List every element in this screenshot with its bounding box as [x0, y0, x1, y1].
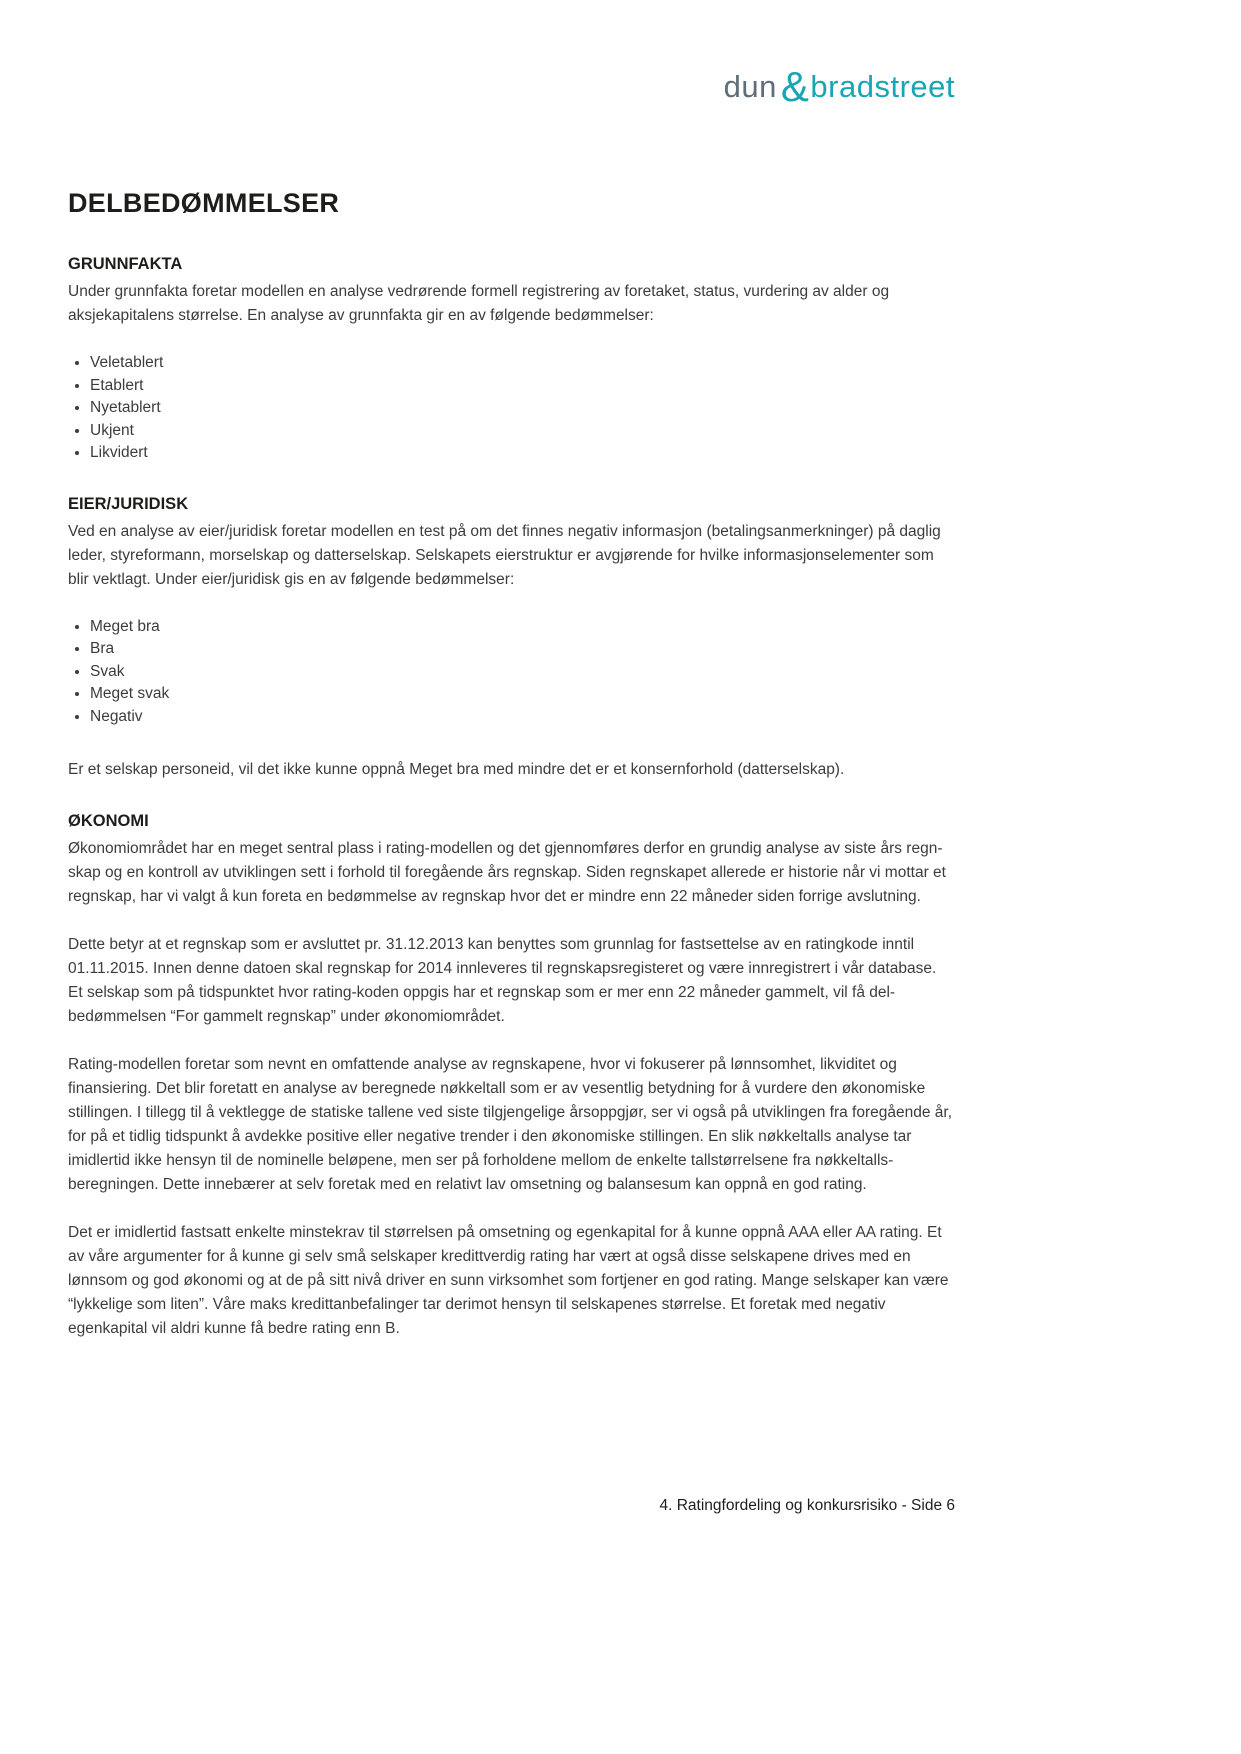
bullet-item: • Veletablert — [90, 352, 955, 375]
header — [68, 63, 955, 110]
logo-text-dun: dun — [723, 69, 777, 104]
logo-text-bradstreet: bradstreet — [810, 69, 955, 104]
footer-text: 4. Ratingfordeling og konkursrisiko - Side 6 — [659, 1497, 955, 1514]
bullet-item: • Bra — [90, 638, 955, 661]
okonomi-paragraph-2: Dette betyr at et regnskap som er avsluttet pr. 31.12.2013 kan benyttes som grunnlag for fastsettelse av en ratingkode inntil 01.11.2015. Innen denne datoen skal regnskap for 2014 innleveres til regnskapsregisteret og være innregistrert i vår database. Et selskap som på tidspunktet hvor rating-koden oppgis har et regnskap som er mer enn 22 måneder gammelt, vil få del- bedømmelsen “For gammelt regnskap” under økonomiområdet. — [68, 936, 937, 1025]
eier-juridisk-bullet-list — [68, 616, 955, 729]
eier-juridisk-note-paragraph: Er et selskap personeid, vil det ikke kunne oppnå Meget bra med mindre det er et konsernforhold (datterselskap). — [68, 761, 845, 778]
bullet-item: • Nyetablert — [90, 397, 955, 420]
bullet-item: • Ukjent — [90, 420, 955, 443]
logo-ampersand-icon: & — [780, 63, 810, 110]
section-eier-juridisk — [68, 495, 955, 783]
eier-juridisk-intro-paragraph: Ved en analyse av eier/juridisk foretar modellen en test på om det finnes negativ informasjon (betalingsanmerkninger) på daglig leder, styreformann, morselskap og datterselskap. Selskapets eierstruktur er avgjørende for hvilke informasjonselementer som blir vektlagt. Under eier/juridisk gis en av følgende bedømmelser: — [68, 522, 941, 588]
grunnfakta-intro-paragraph: Under grunnfakta foretar modellen en analyse vedrørende formell registrering av foretaket, status, vurdering av alder og aksjekapitalens størrelse. En analyse av grunnfakta gir en av følgende bedømmelser: — [68, 283, 890, 324]
section-okonomi — [68, 812, 955, 1341]
page-footer — [68, 1497, 955, 1515]
page-title: DELBEDØMMELSER — [68, 188, 340, 218]
bullet-item: • Meget svak — [90, 683, 955, 706]
bullet-item: • Likvidert — [90, 442, 955, 465]
dun-bradstreet-logo — [723, 63, 955, 110]
section-heading-eier-juridisk: EIER/JURIDISK — [68, 494, 189, 513]
okonomi-paragraph-4: Det er imidlertid fastsatt enkelte minstekrav til størrelsen på omsetning og egenkapital for å kunne oppnå AAA eller AA rating. Et av våre argumenter for å kunne gi selv små selskaper kredittverdig rating har vært at også disse selskapene drives med en lønnsom og god økonomi og at de på sitt nivå driver en sunn virksomhet som fortjener en god rating. Mange selskaper kan være “lykkelige som liten”. Våre maks kredittanbefalinger tar derimot hensyn til selskapenes størrelse. Et foretak med negativ egenkapital vil aldri kunne få bedre rating enn B. — [68, 1224, 949, 1337]
section-grunnfakta — [68, 255, 955, 465]
grunnfakta-bullet-list — [68, 352, 955, 465]
section-heading-grunnfakta: GRUNNFAKTA — [68, 255, 183, 273]
bullet-item: • Negativ — [90, 706, 955, 729]
bullet-item: • Svak — [90, 661, 955, 684]
section-heading-okonomi: ØKONOMI — [68, 812, 149, 830]
bullet-item: • Etablert — [90, 375, 955, 398]
bullet-item: • Meget bra — [90, 616, 955, 639]
okonomi-paragraph-1: Økonomiområdet har en meget sentral plass i rating-modellen og det gjennomføres derfor en grundig analyse av siste års regn- skap og en kontroll av utviklingen sett i forhold til foregående års regnskap. Siden regnskapet allerede er historie når vi mottar et regnskap, har vi valgt å kun foreta en bedømmelse av regnskap hvor det er mindre enn 22 måneder siden forrige avslutning. — [68, 840, 946, 905]
okonomi-paragraph-3: Rating-modellen foretar som nevnt en omfattende analyse av regnskapene, hvor vi fokuserer på lønnsomhet, likviditet og finansiering. Det blir foretatt en analyse av beregnede nøkkeltall som er av vesentlig betydning for å vurdere den økonomiske stillingen. I tillegg til å vektlegge de statiske tallene ved siste tilgjengelige årsoppgjør, ser vi også på utviklingen fra foregående år, for på et tidlig tidspunkt å avdekke positive eller negative trender i den økonomiske stillingen. En slik nøkkeltalls analyse tar imidlertid ikke hensyn til de nominelle beløpene, men ser på forholdene mellom de enkelte tallstørrelsene fra nøkkeltalls- beregningen. Dette innebærer at selv foretak med en relativt lav omsetning og balansesum kan oppnå en god rating. — [68, 1056, 953, 1193]
document-content — [68, 188, 955, 1365]
